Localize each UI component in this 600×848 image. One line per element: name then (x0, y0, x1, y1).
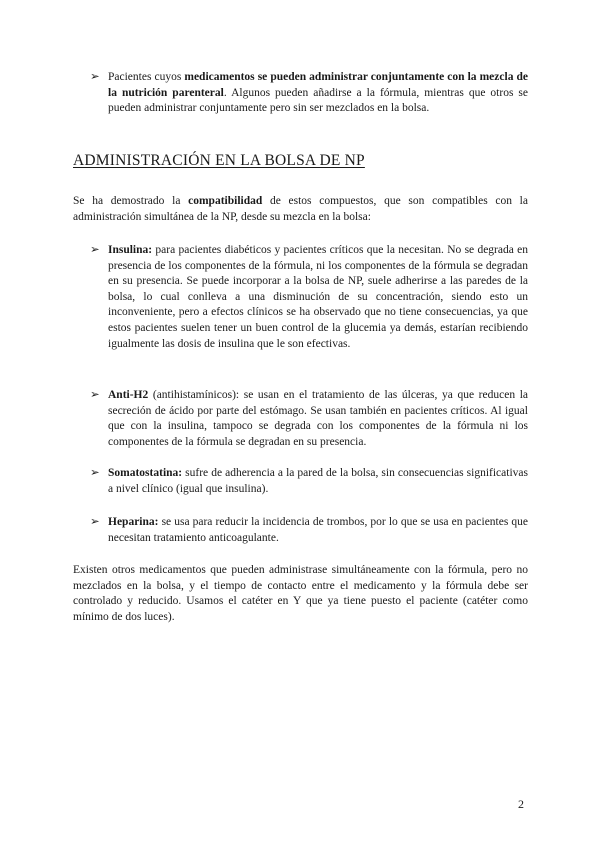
list-item-term: Anti-H2 (108, 389, 149, 401)
page-number: 2 (518, 797, 524, 811)
section-heading: ADMINISTRACIÓN EN LA BOLSA DE NP (73, 152, 365, 169)
list-item-heparina (108, 515, 528, 546)
section-intro-bold: compatibilidad (188, 195, 263, 207)
bullet-arrow-icon: ➢ (90, 389, 100, 401)
list-item-text: sufre de adherencia a la pared de la bolsa, sin consecuencias significativas a nivel clínico (igual que insulina). (108, 467, 528, 495)
list-item-term: Somatostatina: (108, 467, 183, 479)
intro-bullet-bold: medicamentos se pueden administrar conjuntamente con la mezcla de la nutrición parenteral (108, 71, 528, 99)
bullet-arrow-icon: ➢ (90, 71, 100, 83)
closing-paragraph: Existen otros medicamentos que pueden administrase simultáneamente con la fórmula, pero no mezclados en la bolsa, y el tiempo de contacto entre el medicamento y la fórmula debe ser controlado y reducido. Usamos el catéter en Y que ya tiene puesto el paciente (catéter como mínimo de dos luces). (73, 564, 528, 623)
list-item-somatostatina (108, 466, 528, 497)
list-item-text: para pacientes diabéticos y pacientes críticos que la necesitan. No se degrada en presencia de los componentes de la fórmula, ni los componentes de la fórmula se degradan en su presencia. Se puede incorporar a la bolsa de NP, suele adherirse a las paredes de la bolsa, lo cual conlleva a una disminución de su concentración, siendo esto un inconveniente, pero a efectos clínicos se ha observado que no tiene consecuencias, ya que estos pacientes suelen tener un buen control de la glucemia ya demás, estarían recibiendo igualmente las dosis de insulina que le son efectivas. (108, 244, 528, 350)
list-item-text: se usa para reducir la incidencia de trombos, por lo que se usa en pacientes que necesitan tratamiento anticoagulante. (108, 516, 528, 544)
section-intro-prefix: Se ha demostrado la (73, 195, 189, 207)
intro-bullet-prefix: Pacientes cuyos (108, 71, 185, 83)
intro-bullet-text (108, 70, 528, 117)
list-item-term: Insulina: (108, 244, 153, 256)
intro-bullet-suffix: . Algunos pueden añadirse a la fórmula, mientras que otros se pueden administrar conjuntamente pero sin ser mezclados en la bolsa. (108, 86, 528, 115)
section-intro-paragraph (73, 194, 528, 225)
section-intro-suffix: de estos compuestos, que son compatibles con la administración simultánea de la NP, desde su mezcla en la bolsa: (73, 195, 528, 223)
list-item-text: (antihistamínicos): se usan en el tratamiento de las úlceras, ya que reducen la secreción de ácido por parte del estómago. Se usan también en pacientes críticos. Al igual que con la insulina, tampoco se degrada con los componentes de la fórmula ni los componentes de la fórmula se degradan en su presencia. (108, 389, 528, 448)
bullet-arrow-icon: ➢ (90, 244, 100, 256)
bullet-arrow-icon: ➢ (90, 467, 100, 479)
list-item-anti-h2 (108, 388, 528, 450)
list-item-insulina (108, 243, 528, 352)
list-item-term: Heparina: (108, 516, 159, 528)
bullet-arrow-icon: ➢ (90, 516, 100, 528)
